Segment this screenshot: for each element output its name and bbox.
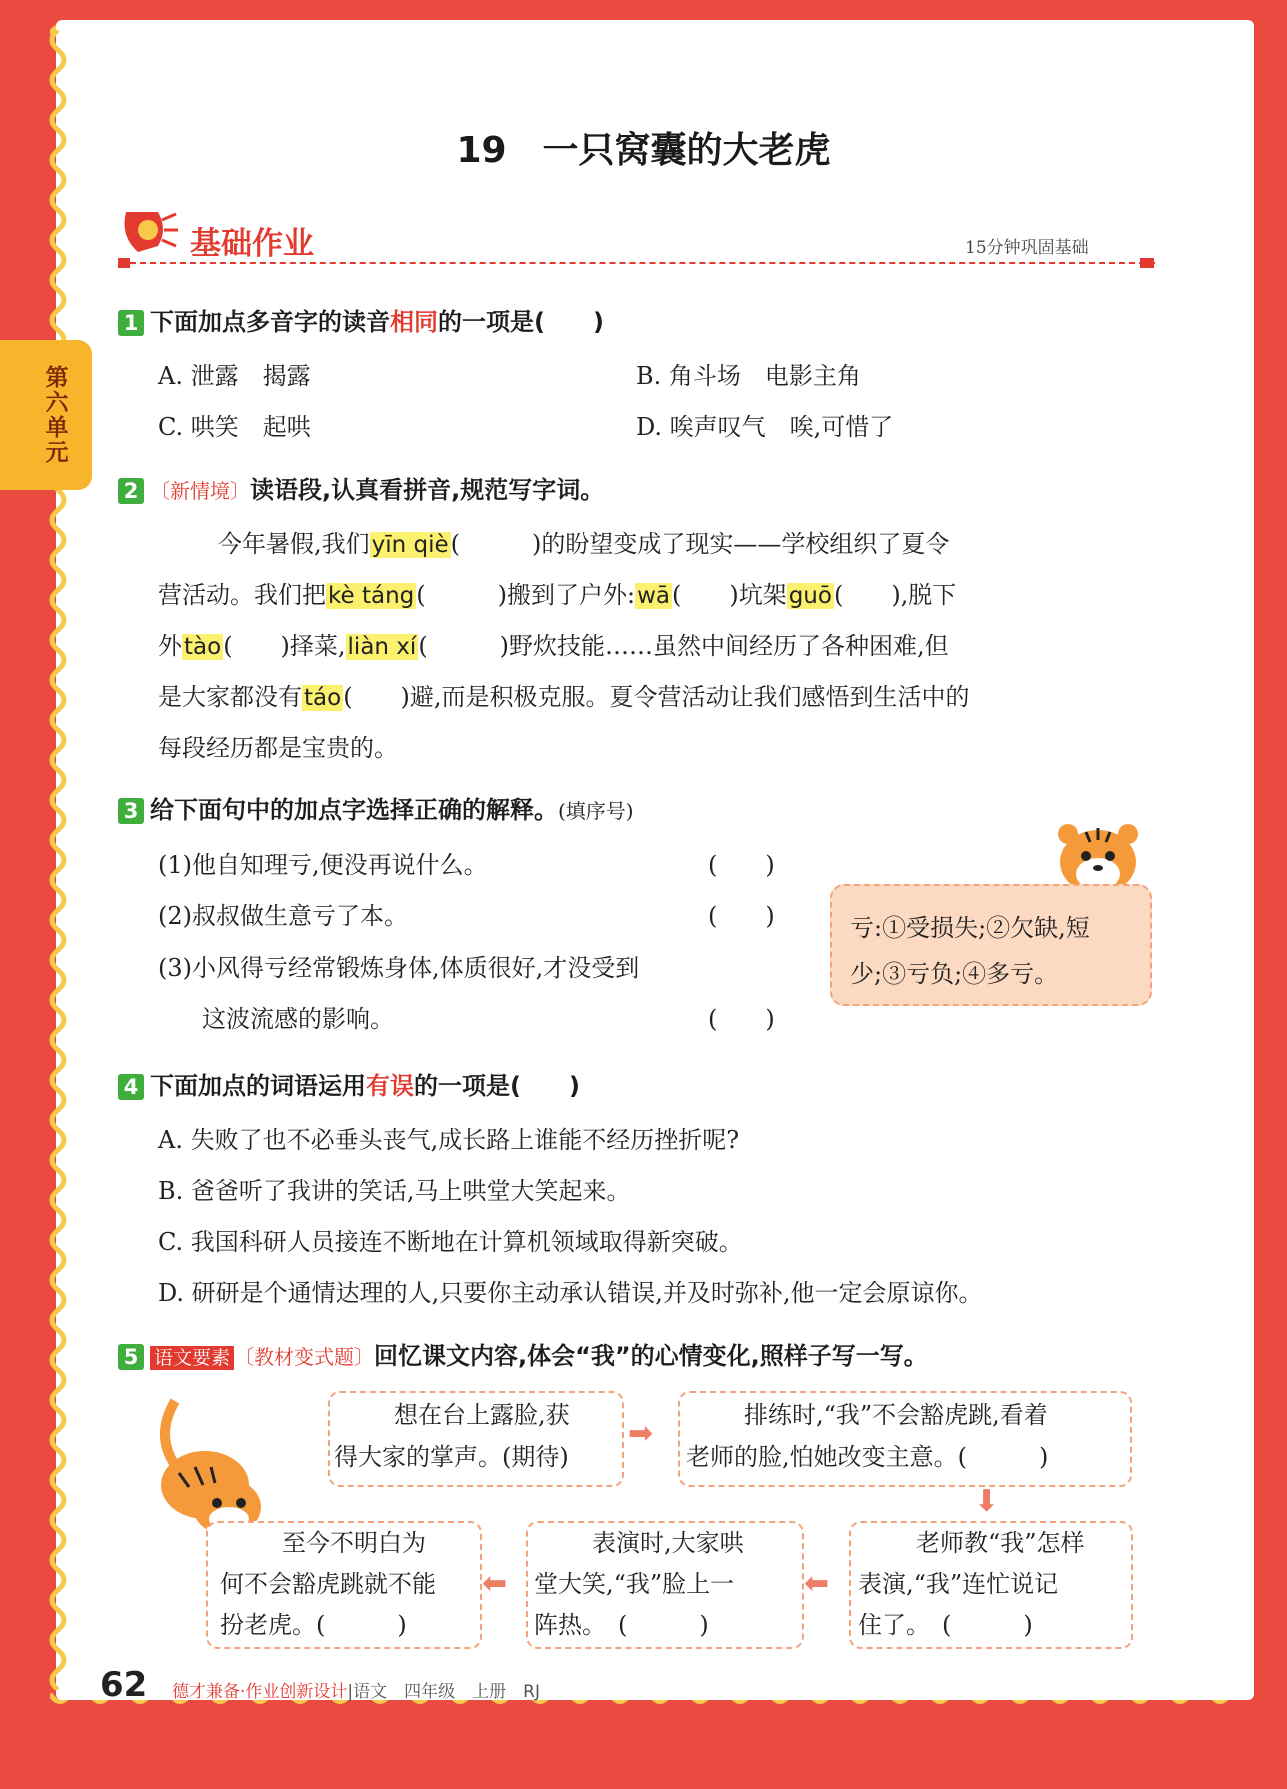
q5-number: 5 (118, 1344, 144, 1370)
q2-number: 2 (118, 478, 144, 504)
q3-prompt: 3 给下面句中的加点字选择正确的解释。(填序号) (118, 790, 634, 825)
arrow-right-icon: ➡ (628, 1416, 654, 1451)
section-heading: 基础作业 (190, 226, 314, 262)
q4-option-c: C. 我国科研人员接连不断地在计算机领域取得新突破。 (158, 1228, 743, 1256)
arrow-left-icon: ⬅ (804, 1566, 830, 1601)
q1-option-a: A. 泄露 揭露 (158, 362, 311, 390)
story-box-3-line-1: 老师教“我”怎样 (916, 1529, 1085, 1557)
q3-answer-blank-2[interactable]: ( ) (708, 902, 775, 930)
definition-note: 亏:①受损失;②欠缺,短少;③亏负;④多亏。 (850, 914, 1090, 988)
q3-number: 3 (118, 798, 144, 824)
q2-line-1: 今年暑假,我们yīn qiè( )的盼望变成了现实——学校组织了夏令 (218, 530, 950, 558)
footer-text: 德才兼备·作业创新设计|语文 四年级 上册 RJ (172, 1682, 540, 1702)
q2-line-5: 每段经历都是宝贵的。 (158, 734, 398, 762)
q4-prompt: 4 下面加点的词语运用有误的一项是( ) (118, 1066, 580, 1101)
lesson-title: 19 一只窝囊的大老虎 (456, 130, 831, 171)
story-box-5-line-2: 何不会豁虎跳就不能 (220, 1570, 436, 1598)
q3-sentence-3-cont: 这波流感的影响。 (202, 1005, 394, 1033)
story-box-4-line-1: 表演时,大家哄 (592, 1529, 744, 1557)
q1-prompt: 1 下面加点多音字的读音相同的一项是( ) (118, 302, 604, 337)
q5-prompt: 5 语文要素 〔教材变式题〕回忆课文内容,体会“我”的心情变化,照样子写一写。 (118, 1336, 928, 1371)
rule-endpoint (1140, 258, 1154, 268)
section-subtitle: 15分钟巩固基础 (965, 238, 1089, 258)
q2-line-3: 外tào( )择菜,liàn xí( )野炊技能……虽然中间经历了各种困难,但 (158, 632, 949, 660)
lantern-icon (118, 206, 180, 258)
story-box-5-line-1: 至今不明白为 (282, 1529, 426, 1557)
q2-prompt: 2 〔新情境〕读语段,认真看拼音,规范写字词。 (118, 470, 604, 505)
q4-option-a: A. 失败了也不必垂头丧气,成长路上谁能不经历挫折呢? (158, 1126, 740, 1154)
arrow-down-icon: ⬇ (974, 1484, 1000, 1519)
story-box-2-line-2[interactable]: 老师的脸,怕她改变主意。( ) (686, 1443, 1049, 1471)
q1-option-c: C. 哄笑 起哄 (158, 413, 311, 441)
story-box-3-line-3[interactable]: 住了。 ( ) (858, 1611, 1033, 1639)
q3-sentence-2: (2)叔叔做生意亏了本。 (158, 902, 408, 930)
q4-number: 4 (118, 1074, 144, 1100)
q2-line-4: 是大家都没有táo( )避,而是积极克服。夏令营活动让我们感悟到生活中的 (158, 683, 970, 711)
page-number: 62 (100, 1665, 148, 1705)
story-box-4-line-2: 堂大笑,“我”脸上一 (534, 1570, 735, 1598)
q1-option-d: D. 唉声叹气 唉,可惜了 (636, 413, 894, 441)
story-box-3-line-2: 表演,“我”连忙说记 (858, 1570, 1059, 1598)
q2-line-2: 营活动。我们把kè táng( )搬到了户外:wā( )坑架guō( ),脱下 (158, 581, 957, 609)
q4-option-d: D. 研研是个通情达理的人,只要你主动承认错误,并及时弥补,他一定会原谅你。 (158, 1279, 983, 1307)
q3-sentence-1: (1)他自知理亏,便没再说什么。 (158, 851, 488, 879)
arrow-left-icon: ⬅ (482, 1566, 508, 1601)
story-box-2-line-1: 排练时,“我”不会豁虎跳,看着 (744, 1401, 1048, 1429)
q4-option-b: B. 爸爸听了我讲的笑话,马上哄堂大笑起来。 (158, 1177, 631, 1205)
story-box-4-line-3[interactable]: 阵热。 ( ) (534, 1611, 709, 1639)
unit-tab: 第六单元 (0, 340, 92, 490)
story-box-1-line-2: 得大家的掌声。(期待) (334, 1443, 569, 1471)
q1-option-b: B. 角斗场 电影主角 (636, 362, 861, 390)
section-divider (120, 262, 1155, 264)
wavy-border-left (44, 30, 70, 1690)
q3-answer-blank-1[interactable]: ( ) (708, 851, 775, 879)
q1-number: 1 (118, 310, 144, 336)
story-box-1-line-1: 想在台上露脸,获 (394, 1401, 570, 1429)
q3-sentence-3: (3)小风得亏经常锻炼身体,体质很好,才没受到 (158, 954, 640, 982)
story-box-5-line-3[interactable]: 扮老虎。( ) (220, 1611, 407, 1639)
q3-answer-blank-3[interactable]: ( ) (708, 1005, 775, 1033)
